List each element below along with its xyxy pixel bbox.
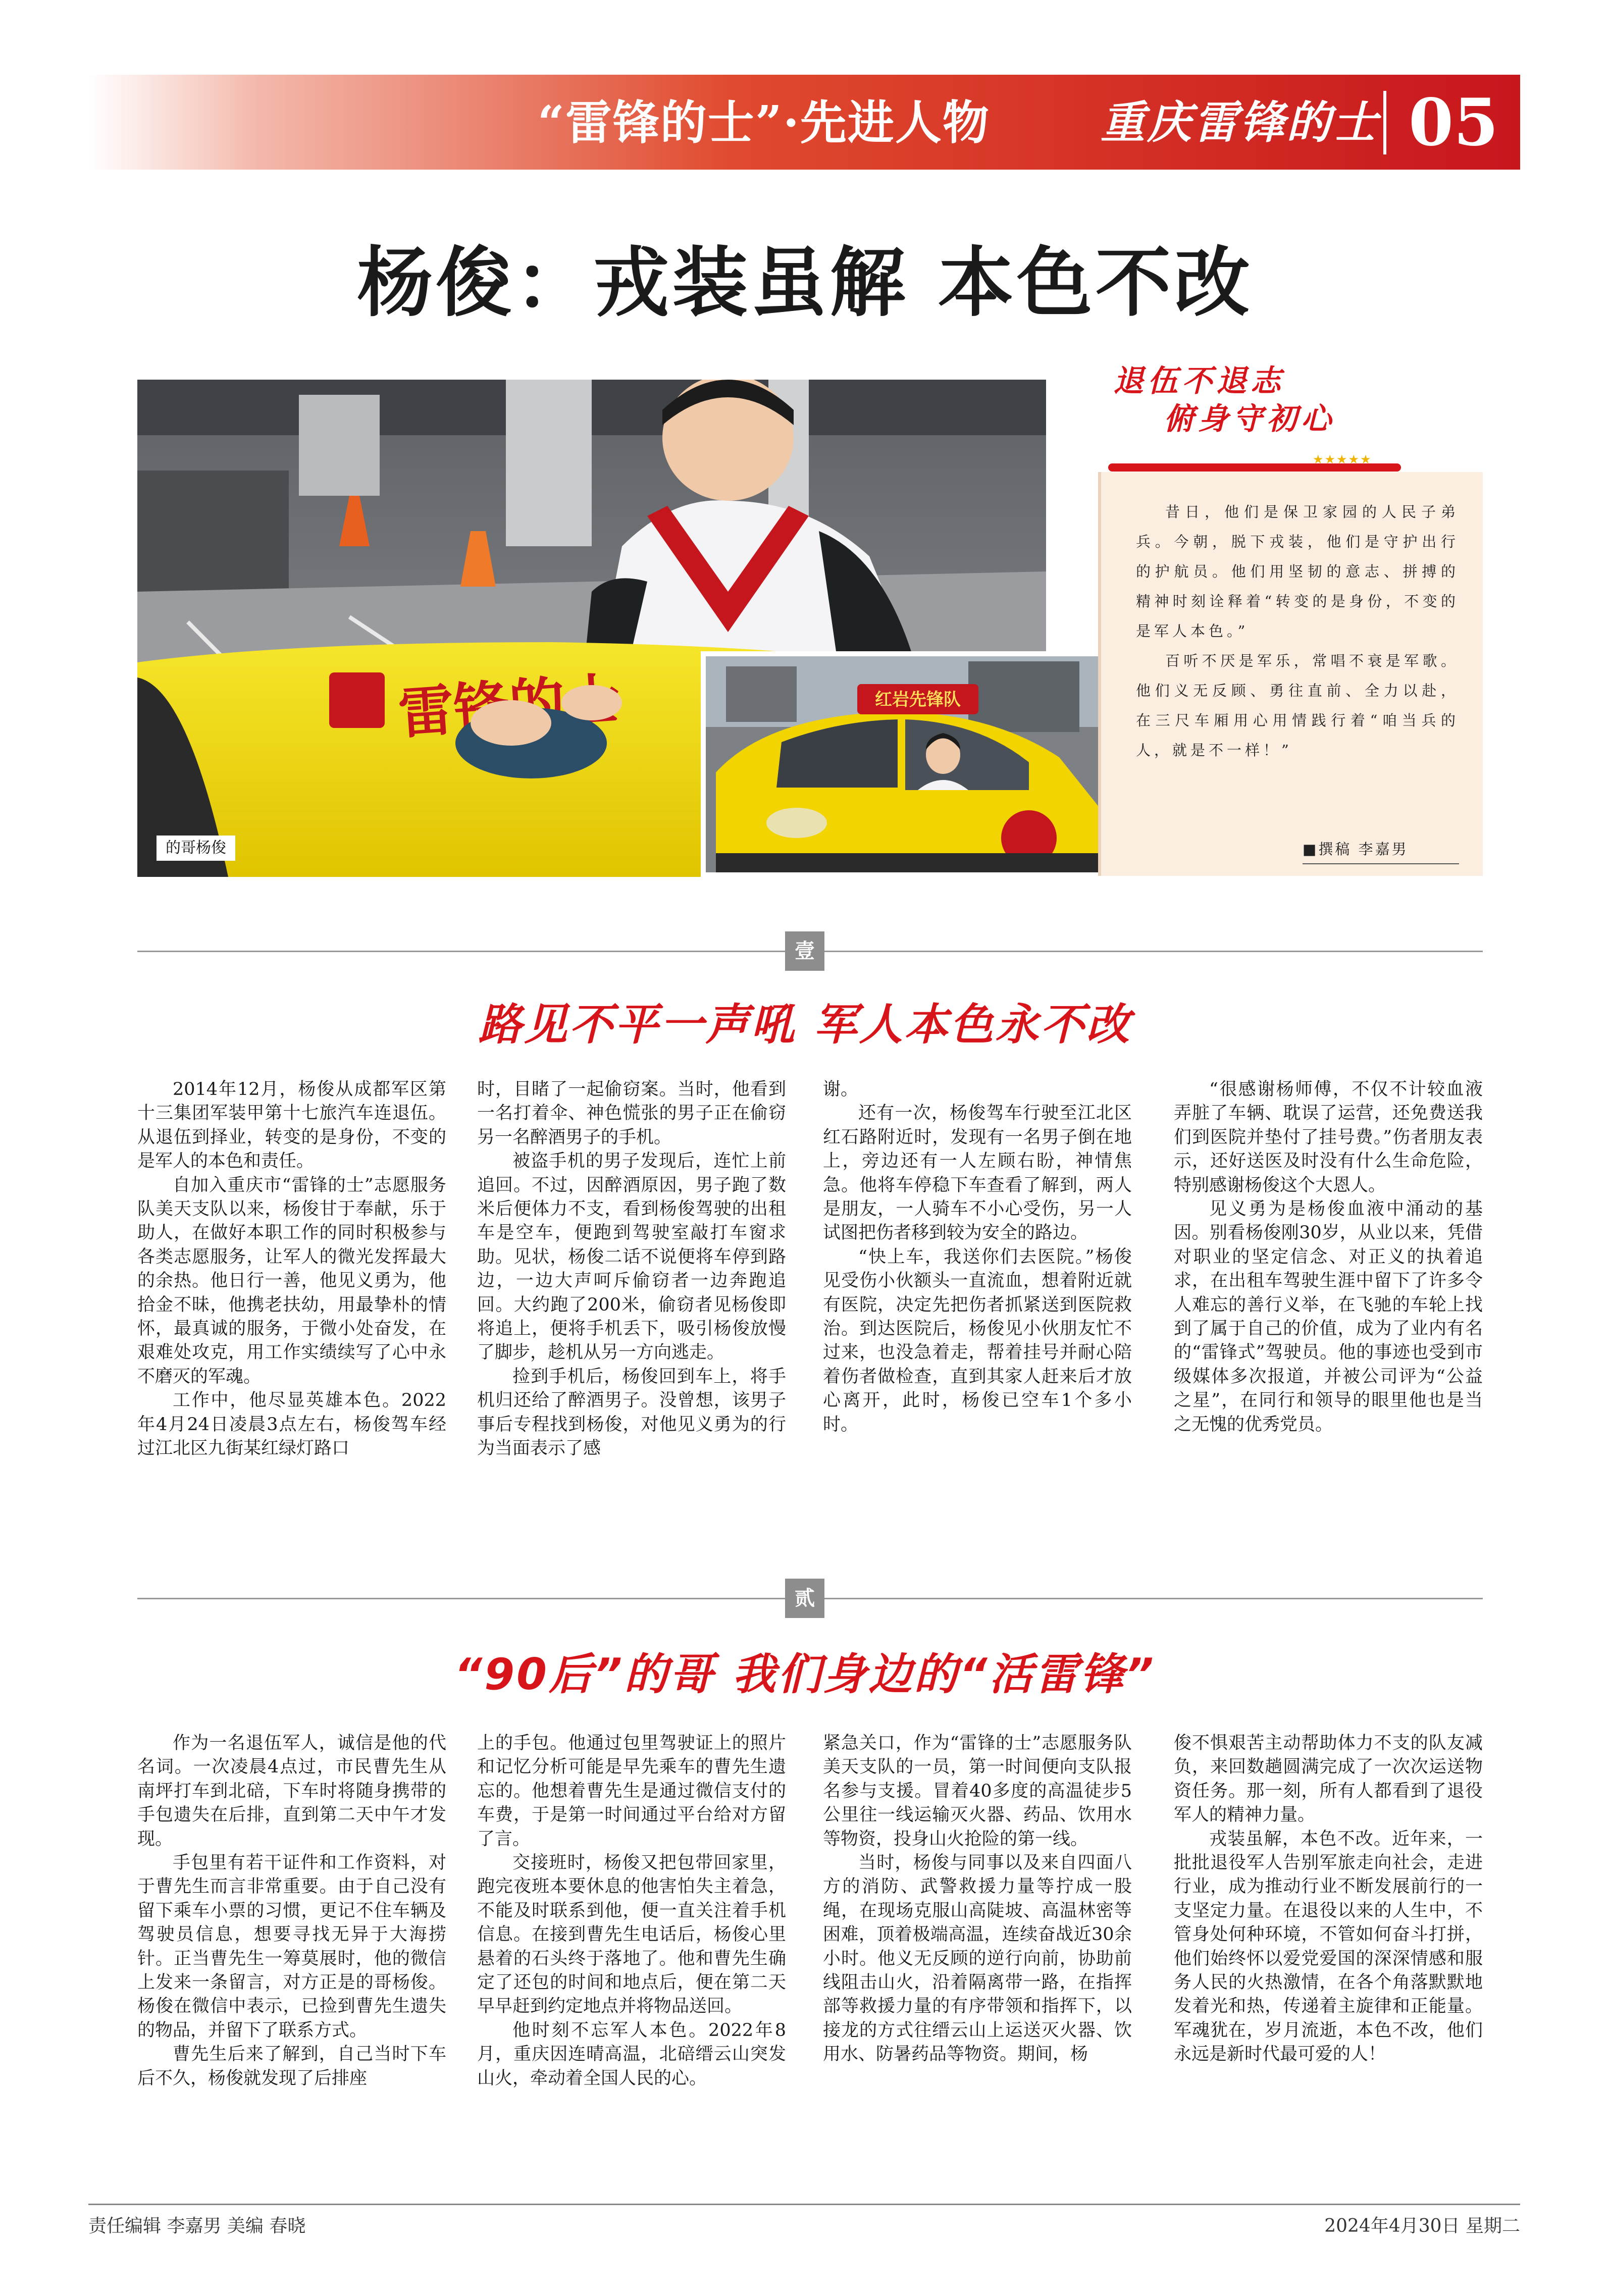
sidebar-stars: ★★★★★ <box>1313 452 1372 466</box>
section-2-badge: 贰 <box>785 1579 824 1618</box>
section-title: “雷锋的士”·先进人物 <box>538 95 990 150</box>
footer-rule <box>88 2204 1520 2205</box>
paragraph: 戎装虽解，本色不改。近年来，一批批退役军人告别军旅走向社会，走进行业，成为推动行业不断发展前行的一支坚定力量。在退役以来的人生中，不管身处何种环境，不管如何奋斗打拼，他们始终怀以爱党爱国的深深情感和服务人民的火热激情，在各个角落默默地发着光和热，传递着主旋律和正能量。军魂犹在，岁月流逝，本色不改，他们永远是新时代最可爱的人！ <box>1174 1829 1483 2065</box>
sidebar-title-line1: 退伍不退志 <box>1113 363 1285 399</box>
section-2-column-4 <box>1174 1732 1483 2191</box>
paragraph: 还有一次，杨俊驾车行驶至江北区红石路附近时，发现有一名男子倒在地上，旁边还有一人左顾右盼，神情焦急。他将车停稳下车查看了解到，两人是朋友，一人骑车不小心受伤，另一人试图把伤者移到较为安全的路边。 <box>823 1103 1132 1243</box>
paragraph: 曹先生后来了解到，自己当时下车后不久，杨俊就发现了后排座 <box>137 2044 446 2089</box>
sidebar-text <box>1136 497 1459 765</box>
section-2-heading: “90后”的哥 我们身边的“活雷锋” <box>454 1649 1156 1700</box>
sidebar-byline: ■撰稿 李嘉男 <box>1303 841 1409 858</box>
taxi-roof-sign: 红岩先锋队 <box>875 690 961 710</box>
sidebar-paragraph: 昔日，他们是保卫家园的人民子弟兵。今朝，脱下戎装，他们是守护出行的护航员。他们用坚韧的意志、拼搏的精神时刻诠释着“转变的是身份，不变的是军人本色。” <box>1136 503 1459 640</box>
paragraph: 紧急关口，作为“雷锋的士”志愿服务队美天支队的一员，第一时间便向支队报名参与支援。冒着40多度的高温徒步5公里往一线运输灭火器、药品、饮用水等物资，投身山火抢险的第一线。 <box>823 1733 1132 1849</box>
photo-caption: 的哥杨俊 <box>157 836 235 861</box>
sidebar-title-line2: 俯身守初心 <box>1164 401 1335 437</box>
inset-photo <box>701 651 1110 877</box>
section-2-column-3 <box>823 1732 1132 2191</box>
paragraph: 时，目睹了一起偷窃案。当时，他看到一名打着伞、神色慌张的男子正在偷窃另一名醉酒男子的手机。 <box>477 1079 786 1147</box>
paragraph: 2014年12月，杨俊从成都军区第十三集团军装甲第十七旅汽车连退伍。从退伍到择业，转变的是身份，不变的是军人的本色和责任。 <box>137 1079 446 1172</box>
footer-date: 2024年4月30日 星期二 <box>1324 2216 1520 2236</box>
section-2-column-2 <box>477 1732 786 2191</box>
paragraph: “很感谢杨师傅，不仅不计较血液弄脏了车辆、耽误了运营，还免费送我们到医院并垫付了挂号费。”伤者朋友表示，还好送医及时没有什么生命危险，特别感谢杨俊这个大恩人。 <box>1174 1079 1483 1195</box>
sidebar-paragraph: 百听不厌是军乐，常唱不衰是军歌。他们义无反顾、勇往直前、全力以赴，在三尺车厢用心用情践行着“咱当兵的人，就是不一样！” <box>1136 652 1459 759</box>
section-1-badge: 壹 <box>785 931 824 971</box>
paragraph: 见义勇为是杨俊血液中涌动的基因。别看杨俊刚30岁，从业以来，凭借对职业的坚定信念、对正义的执着追求，在出租车驾驶生涯中留下了许多令人难忘的善行义举，在飞驰的车轮上找到了属于自己的价值，成为了业内有名的“雷锋式”驾驶员。他的事迹也受到市级媒体多次报道，并被公司评为“公益之星”，在同行和领导的眼里他也是当之无愧的优秀党员。 <box>1174 1199 1483 1435</box>
paragraph: 作为一名退伍军人，诚信是他的代名词。一次凌晨4点过，市民曹先生从南坪打车到北碚，下车时将随身携带的手包遗失在后排，直到第二天中午才发现。 <box>137 1733 446 1849</box>
paragraph: 上的手包。他通过包里驾驶证上的照片和记忆分析可能是早先乘车的曹先生遗忘的。他想着曹先生是通过微信支付的车费，于是第一时间通过平台给对方留了言。 <box>477 1733 786 1849</box>
paragraph: “快上车，我送你们去医院。”杨俊见受伤小伙额头一直流血，想着附近就有医院，决定先把伤者抓紧送到医院救治。到达医院后，杨俊见小伙朋友忙不过来，也没急着走，帮着挂号并耐心陪着伤者做检查，直到其家人赶来后才放心离开，此时，杨俊已空车1个多小时。 <box>823 1246 1132 1435</box>
section-2-column-1 <box>137 1732 446 2191</box>
paragraph: 手包里有若干证件和工作资料，对于曹先生而言非常重要。由于自己没有留下乘车小票的习惯，更记不住车辆及驾驶员信息，想要寻找无异于大海捞针。正当曹先生一筹莫展时，他的微信上发来一条留言，对方正是的哥杨俊。杨俊在微信中表示，已捡到曹先生遗失的物品，并留下了联系方式。 <box>137 1853 446 2041</box>
paragraph: 俊不惧艰苦主动帮助体力不支的队友减负，来回数趟圆满完成了一次次运送物资任务。那一刻，所有人都看到了退役军人的精神力量。 <box>1174 1733 1483 1825</box>
paragraph: 交接班时，杨俊又把包带回家里，跑完夜班本要休息的他害怕失主着急，不能及时联系到他，便一直关注着手机信息。在接到曹先生电话后，杨俊心里悬着的石头终于落地了。他和曹先生确定了还包的时间和地点后，便在第二天早早赶到约定地点并将物品送回。 <box>477 1853 786 2017</box>
paragraph: 他时刻不忘军人本色。2022年8月，重庆因连晴高温，北碚缙云山突发山火，牵动着全国人民的心。 <box>477 2020 786 2089</box>
paragraph: 自加入重庆市“雷锋的士”志愿服务队美天支队以来，杨俊甘于奉献，乐于助人，在做好本职工作的同时积极参与各类志愿服务，让军人的微光发挥最大的余热。他日行一善，他见义勇为，他拾金不昧，他携老扶幼，用最挚朴的情怀，最真诚的服务，于微小处奋发，在艰难处攻克，用工作实绩续写了心中永不磨灭的军魂。 <box>137 1175 446 1387</box>
section-1-heading: 路见不平一声吼 军人本色永不改 <box>478 1000 1132 1050</box>
section-1-column-4 <box>1174 1078 1483 1507</box>
inset-photo-illustration <box>706 656 1105 872</box>
paragraph: 工作中，他尽显英雄本色。2022年4月24日凌晨3点左右，杨俊驾车经过江北区九街某红绿灯路口 <box>137 1390 446 1459</box>
section-1-column-3 <box>823 1078 1132 1507</box>
section-1-column-2 <box>477 1078 786 1507</box>
paragraph: 被盗手机的男子发现后，连忙上前追回。不过，因醉酒原因，男子跑了数米后便体力不支，看到杨俊驾驶的出租车是空车，便跑到驾驶室敲打车窗求助。见状，杨俊二话不说便将车停到路边，一边大声呵斥偷窃者一边奔跑追回。大约跑了200米，偷窃者见杨俊即将追上，便将手机丢下，吸引杨俊放慢了脚步，趁机从另一方向逃走。 <box>477 1151 786 1363</box>
paragraph: 谢。 <box>823 1079 859 1100</box>
paragraph: 捡到手机后，杨俊回到车上，将手机归还给了醉酒男子。没曾想，该男子事后专程找到杨俊，对他见义勇为的行为当面表示了感 <box>477 1366 786 1459</box>
header-divider <box>1383 91 1386 154</box>
paragraph: 当时，杨俊与同事以及来自四面八方的消防、武警救援力量等拧成一股绳，在现场克服山高陡坡、高温林密等困难，顶着极端高温，连续奋战近30余小时。他义无反顾的逆行向前，协助前线阻击山火，沿着隔离带一路，在指挥部等救援力量的有序带领和指挥下，以接龙的方式往缙云山上运送灭火器、饮用水、防暑药品等物资。期间，杨 <box>823 1853 1132 2065</box>
section-1-column-1 <box>137 1078 446 1507</box>
byline-rule <box>1303 863 1459 864</box>
page-number: 05 <box>1409 85 1499 161</box>
article-headline: 杨俊：戎装虽解 本色不改 <box>357 238 1253 327</box>
paper-logo: 重庆雷锋的士 <box>1101 96 1380 148</box>
footer-editor: 责任编辑 李嘉男 美编 春晓 <box>88 2216 306 2236</box>
